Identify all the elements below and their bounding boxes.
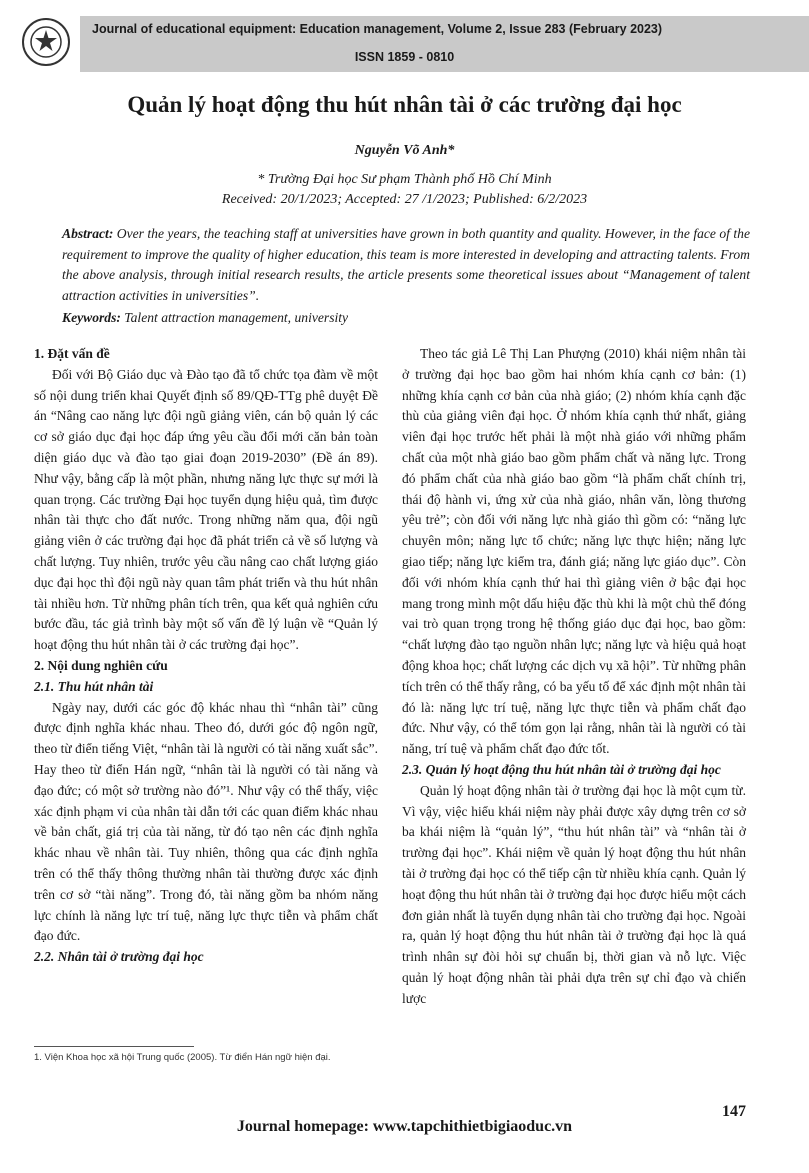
abstract-label: Abstract: [62,226,114,241]
keywords [62,310,750,326]
keywords-text: Talent attraction management, university [120,310,349,325]
journal-homepage: Journal homepage: www.tapchithietbigiaoduc.vn [236,1118,573,1135]
abstract-text: Over the years, the teaching staff at universities have grown in both quantity and quality. However, in the face of the requirement to improve the quality of higher education, this team is more interested in developing and attracting talents. From the above analysis, through initial research results, the article presents some theoretical issues about “Management of talent attraction activities in universities”. [62,226,750,303]
paragraph: Ngày nay, dưới các góc độ khác nhau thì “nhân tài” cũng được định nghĩa khác nhau. Theo đó, dưới góc độ ngôn ngữ, theo từ điển tiếng Việt, “nhân tài là người có tài năng xuất sắc”. Hay theo từ điển Hán ngữ, “nhân tài là người có tài năng và đạo đức; có một sở trường nào đó”¹. Như vậy có thể thấy, việc xác định phạm vi của nhân tài dẫn tới các quan điểm khác nhau về bản chất, giá trị của tài năng, từ đó tạo nên các định nghĩa khác nhau về nhân tài. Tuy nhiên, thông qua các định nghĩa trên có thể thấy thông thường nhân tài thường được xác định trên cơ sở “tài năng”. Trong đó, tài năng gồm ba nhóm năng lực chính là năng lực trí tuệ, năng lực thực tiễn và phẩm chất đạo đức. [34,699,378,944]
affiliation-block [0,170,809,210]
footnote-divider [34,1046,194,1047]
affiliation: * Trường Đại học Sư phạm Thành phố Hồ Chí Minh [257,172,552,187]
journal-header: Journal of educational equipment: Education management, Volume 2, Issue 283 (February 2023) [92,22,663,36]
author: Nguyễn Võ Anh* [354,143,455,158]
subsection-heading: 2.1. Thu hút nhân tài [34,678,154,694]
subsection-heading: 2.3. Quản lý hoạt động thu hút nhân tài ở trường đại học [402,761,721,777]
section-heading: 1. Đặt vấn đề [34,346,110,361]
subsection-heading: 2.2. Nhân tài ở trường đại học [34,949,204,965]
footnote: 1. Viện Khoa học xã hội Trung quốc (2005). Từ điển Hán ngữ hiện đại. [34,1052,331,1063]
dates: Received: 20/1/2023; Accepted: 27 /1/2023; Published: 6/2/2023 [221,192,588,207]
paragraph: Theo tác giả Lê Thị Lan Phượng (2010) khái niệm nhân tài ở trường đại học bao gồm hai nhóm khía cạnh cơ bản: (1) những khía cạnh cơ bản của nhà giáo; (2) nhóm khía cạnh đặc thù của giảng viên đại học. Ở nhóm khía cạnh thứ nhất, giảng viên đại học trước hết phải là một nhà giáo với những phẩm chất của một nhà giáo bao gồm phẩm chất và năng lực. Trong đó phẩm chất của nhà giáo bao gồm “là phẩm chất chính trị, thái độ hành vi, ứng xử của nhà giáo, nhân văn, lòng thương yêu trẻ”; còn đối với năng lực nhà giáo thì gồm có: “năng lực chuyên môn; năng lực tổ chức; năng lực thực hiện; năng lực giao tiếp; năng lực kiểm tra, đánh giá; năng lực giáo dục”. Còn đối với nhóm khía cạnh thứ hai thì giảng viên ở bậc đại học mang trong mình một dấu hiệu đặc thù khi là một chủ thể đóng vai trò quan trọng trong hệ thống giáo dục đại học, bao gồm: “chất lượng đào tạo nguồn nhân lực; năng lực và hiệu quả hoạt động khoa học; chất lượng các dịch vụ xã hội”. Từ những phân tích trên có thể thấy rằng, có ba yếu tố để xác định một nhân tài đó là: năng lực trí tuệ, năng lực thực tiễn và phẩm chất đạo đức. Như vậy, có thể tóm gọn lại rằng, nhân tài là người có tài năng, trí tuệ và phẩm chất đạo đức tốt. [402,346,746,757]
paragraph: Đối với Bộ Giáo dục và Đào tạo đã tổ chức tọa đàm về một số nội dung triển khai Quyết định số 89/QĐ-TTg phê duyệt Đề án “Nâng cao năng lực đội ngũ giảng viên, cán bộ quản lý các cơ sở giáo dục đại học đáp ứng yêu cầu đổi mới căn bản toàn diện giáo dục và đào tạo giai đoạn 2019-2030” (Đề án 89). Như vậy, bằng cấp là một phần, nhưng năng lực thực sự mới là quan trọng. Các trường Đại học tuyển dụng hiệu quả, tìm được nhân tài thực cho đất nước. Trong những năm qua, đội ngũ giảng viên ở các trường đại học đã phát triển cả về số lượng và chất lượng. Tuy nhiên, trước yêu cầu nâng cao chất lượng giáo dục đại học thì đội ngũ này quan tâm phát triển và thu hút nhân tài nhiều hơn. Từ những phân tích trên, qua kết quả nghiên cứu bước đầu, tác giả trình bày một số vấn đề lý luận về “Quản lý hoạt động thu hút nhân tài ở các trường đại học”. [34,366,378,653]
section-heading: 2. Nội dung nghiên cứu [34,657,168,673]
keywords-label: Keywords: [62,310,121,325]
paragraph: Quản lý hoạt động nhân tài ở trường đại học là một cụm từ. Vì vậy, việc hiểu khái niệm này phải được xây dựng trên cơ sở ba khái niệm là “quản lý”, “thu hút nhân tài” và “nhân tài ở trường đại học”. Khái niệm về quản lý hoạt động thu hút nhân tài ở trường đại học có thể tiếp cận từ nhiều khía cạnh. Quản lý hoạt động thu hút nhân tài ở trường đại học được hiểu một cách đơn giản nhất là tuyển dụng nhân tài cho trường đại học. Ngoài ra, quản lý hoạt động thu hút nhân tài ở trường đại học là quá trình nhân sự đòi hỏi sự chuẩn bị, thời gian và nỗ lực. Việc quản lý hoạt động nhân tài phải dựa trên sự chỉ đạo và chiến lược [402,782,746,1006]
issn: ISSN 1859 - 0810 [354,50,455,64]
page-number: 147 [722,1103,746,1120]
right-column [402,344,746,1010]
article-title: Quản lý hoạt động thu hút nhân tài ở các trường đại học [127,92,682,117]
left-column [34,344,378,968]
abstract [62,224,750,306]
